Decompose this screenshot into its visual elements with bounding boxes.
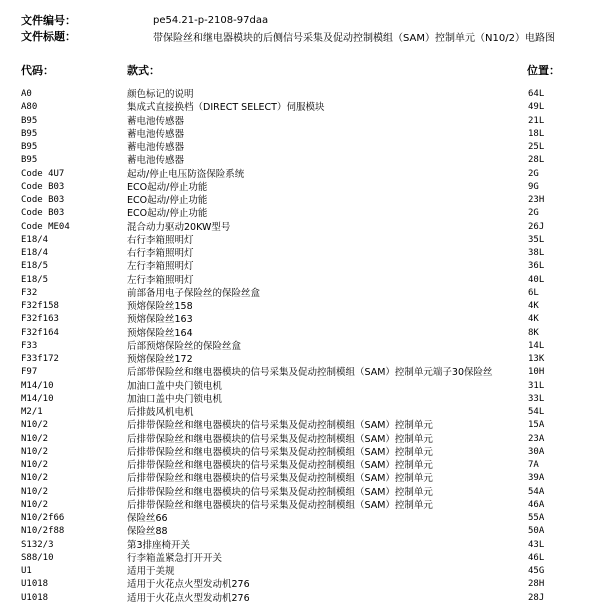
table-row (0, 565, 602, 578)
component-description: 后排带保险丝和继电器模块的信号采集及促动控制模组（SAM）控制单元 (127, 420, 433, 432)
table-row (0, 141, 602, 154)
component-description: 适用于火花点火型发动机276 (127, 579, 250, 591)
component-code: M14/10 (21, 393, 54, 404)
table-row (0, 340, 602, 353)
component-description: 适用于美规 (127, 566, 175, 577)
component-location: 54L (528, 407, 545, 417)
component-location: 40L (528, 274, 545, 285)
component-location: 43L (528, 539, 545, 550)
component-code: N10/2 (21, 486, 49, 497)
component-code: Code 4U7 (21, 168, 65, 179)
file-number-value: pe54.21-p-2108-97daa (153, 14, 269, 26)
component-code: E18/4 (21, 234, 49, 245)
table-row (0, 101, 602, 114)
component-location: 8K (528, 327, 539, 338)
table-row (0, 380, 602, 393)
component-code: N10/2f88 (21, 526, 65, 537)
component-code: U1 (21, 566, 32, 576)
component-code: B95 (21, 155, 38, 166)
component-code: Code B03 (21, 181, 65, 192)
component-description: 适用于火花点火型发动机276 (127, 592, 250, 604)
component-location: 9G (528, 181, 539, 192)
component-location: 46A (528, 499, 545, 510)
component-code: F32f164 (21, 327, 59, 338)
component-description: 后部带保险丝和继电器模块的信号采集及促动控制模组（SAM）控制单元端子30保险丝 (127, 367, 493, 379)
component-code: Code ME04 (21, 221, 70, 232)
table-row (0, 181, 602, 194)
component-code: B95 (21, 115, 38, 126)
component-description: 集成式直接换档（DIRECT SELECT）伺服模块 (127, 102, 325, 114)
header-location: 位置： (527, 64, 560, 77)
component-description: 后排带保险丝和继电器模块的信号采集及促动控制模组（SAM）控制单元 (127, 460, 433, 471)
component-location: 54A (528, 486, 545, 497)
component-location: 15A (528, 420, 545, 431)
table-row (0, 260, 602, 273)
component-location: 10H (528, 367, 545, 378)
table-row (0, 592, 602, 605)
table-row (0, 234, 602, 247)
table-header (0, 62, 602, 78)
component-location: 4K (528, 301, 539, 311)
component-description: 颜色标记的说明 (127, 89, 194, 100)
table-row (0, 512, 602, 525)
component-description: 蓄电池传感器 (127, 128, 185, 140)
component-code: S132/3 (21, 539, 54, 550)
component-description: 行李箱盖紧急打开开关 (127, 552, 223, 564)
table-row (0, 539, 602, 552)
table-row (0, 486, 602, 499)
component-location: 28H (528, 579, 545, 590)
component-description: 前部备用电子保险丝的保险丝盒 (127, 287, 261, 299)
table-row (0, 419, 602, 432)
component-code: N10/2 (21, 460, 49, 470)
table-row (0, 446, 602, 459)
component-code: U1018 (21, 579, 49, 590)
table-row (0, 115, 602, 128)
component-code: S88/10 (21, 552, 54, 563)
component-description: ECO起动/停止功能 (127, 208, 208, 220)
table-row (0, 433, 602, 446)
table-row (0, 274, 602, 287)
component-location: 49L (528, 102, 545, 113)
component-location: 36L (528, 261, 545, 272)
component-description: 后排鼓风机电机 (127, 407, 194, 418)
component-code: E18/4 (21, 248, 49, 258)
component-location: 2G (528, 208, 539, 219)
component-code: A0 (21, 89, 32, 99)
table-row (0, 353, 602, 366)
component-description: 蓄电池传感器 (127, 155, 185, 167)
component-description: 混合动力驱动20KW型号 (127, 221, 231, 233)
component-description: 起动/停止电压防盗保险系统 (127, 168, 245, 180)
component-code: F32 (21, 287, 38, 298)
component-description: 保险丝88 (127, 526, 168, 538)
component-location: 31L (528, 380, 545, 391)
component-description: 后排带保险丝和继电器模块的信号采集及促动控制模组（SAM）控制单元 (127, 433, 433, 445)
component-description: 加油口盖中央门锁电机 (127, 380, 223, 392)
component-code: B95 (21, 142, 38, 152)
component-location: 28J (528, 592, 545, 603)
component-location: 26J (528, 221, 545, 232)
component-description: 右行李箱照明灯 (127, 248, 194, 259)
component-description: 后排带保险丝和继电器模块的信号采集及促动控制模组（SAM）控制单元 (127, 446, 433, 458)
component-description: 预熔保险丝172 (127, 354, 193, 365)
component-code: N10/2 (21, 433, 49, 444)
file-title-label: 文件标题： (21, 30, 76, 43)
table-row (0, 327, 602, 340)
component-location: 23A (528, 433, 545, 444)
component-location: 35L (528, 234, 545, 245)
component-code: N10/2 (21, 473, 49, 484)
component-location: 7A (528, 460, 539, 470)
component-code: M14/10 (21, 380, 54, 391)
file-title-row (21, 28, 591, 44)
file-number-row (21, 12, 591, 28)
component-code: E18/5 (21, 274, 49, 285)
table-row (0, 472, 602, 485)
component-description: ECO起动/停止功能 (127, 181, 208, 193)
component-location: 14L (528, 340, 545, 351)
file-title-value: 带保险丝和继电器模块的后侧信号采集及促动控制模组（SAM）控制单元（N10/2）电路图 (153, 32, 555, 44)
component-location: 18L (528, 128, 545, 139)
table-row (0, 393, 602, 406)
component-location: 64L (528, 89, 545, 99)
table-row (0, 168, 602, 181)
table-row (0, 552, 602, 565)
component-list (0, 88, 602, 605)
table-row (0, 287, 602, 300)
component-location: 4K (528, 314, 539, 325)
component-code: Code B03 (21, 208, 65, 219)
file-number-label: 文件编号： (21, 14, 76, 27)
component-code: B95 (21, 128, 38, 139)
component-location: 25L (528, 142, 545, 152)
component-description: 加油口盖中央门锁电机 (127, 393, 223, 405)
component-code: F33f172 (21, 354, 59, 364)
component-description: 后排带保险丝和继电器模块的信号采集及促动控制模组（SAM）控制单元 (127, 473, 433, 485)
table-row (0, 499, 602, 512)
header-code: 代码： (21, 64, 54, 77)
component-code: F33 (21, 340, 38, 351)
table-row (0, 578, 602, 591)
header-description: 款式： (127, 64, 160, 77)
component-code: A80 (21, 102, 38, 113)
component-code: F32f163 (21, 314, 59, 325)
table-row (0, 221, 602, 234)
table-row (0, 207, 602, 220)
component-location: 21L (528, 115, 545, 126)
component-description: 第3排座椅开关 (127, 539, 191, 551)
component-location: 50A (528, 526, 545, 537)
component-location: 2G (528, 168, 539, 179)
component-description: 后排带保险丝和继电器模块的信号采集及促动控制模组（SAM）控制单元 (127, 486, 433, 498)
component-location: 46L (528, 552, 545, 563)
component-code: Code B03 (21, 195, 65, 205)
table-row (0, 459, 602, 472)
component-description: ECO起动/停止功能 (127, 195, 208, 206)
component-description: 蓄电池传感器 (127, 115, 185, 127)
component-code: N10/2 (21, 446, 49, 457)
table-row (0, 406, 602, 419)
component-code: N10/2f66 (21, 513, 65, 523)
component-code: F32f158 (21, 301, 59, 311)
component-code: N10/2 (21, 420, 49, 431)
component-location: 13K (528, 354, 545, 364)
table-row (0, 88, 602, 101)
table-row (0, 313, 602, 326)
component-location: 30A (528, 446, 545, 457)
component-location: 28L (528, 155, 545, 166)
component-code: M2/1 (21, 407, 43, 417)
component-location: 45G (528, 566, 545, 576)
component-description: 后部预熔保险丝的保险丝盒 (127, 340, 242, 352)
component-location: 33L (528, 393, 545, 404)
table-row (0, 154, 602, 167)
component-location: 39A (528, 473, 545, 484)
table-row (0, 300, 602, 313)
component-description: 左行李箱照明灯 (127, 274, 194, 286)
component-description: 预熔保险丝158 (127, 301, 193, 312)
table-row (0, 128, 602, 141)
component-code: U1018 (21, 592, 49, 603)
table-row (0, 194, 602, 207)
component-description: 后排带保险丝和继电器模块的信号采集及促动控制模组（SAM）控制单元 (127, 499, 433, 511)
component-location: 55A (528, 513, 545, 523)
component-code: E18/5 (21, 261, 49, 272)
component-location: 38L (528, 248, 545, 258)
table-row (0, 247, 602, 260)
table-row (0, 366, 602, 379)
component-description: 蓄电池传感器 (127, 142, 185, 153)
component-location: 23H (528, 195, 545, 205)
component-code: F97 (21, 367, 38, 378)
component-description: 右行李箱照明灯 (127, 234, 194, 246)
document-meta (21, 12, 591, 44)
component-description: 左行李箱照明灯 (127, 261, 194, 273)
component-location: 6L (528, 287, 539, 298)
component-description: 保险丝66 (127, 513, 168, 524)
component-code: N10/2 (21, 499, 49, 510)
table-row (0, 525, 602, 538)
component-description: 预熔保险丝163 (127, 314, 193, 326)
component-description: 预熔保险丝164 (127, 327, 193, 339)
